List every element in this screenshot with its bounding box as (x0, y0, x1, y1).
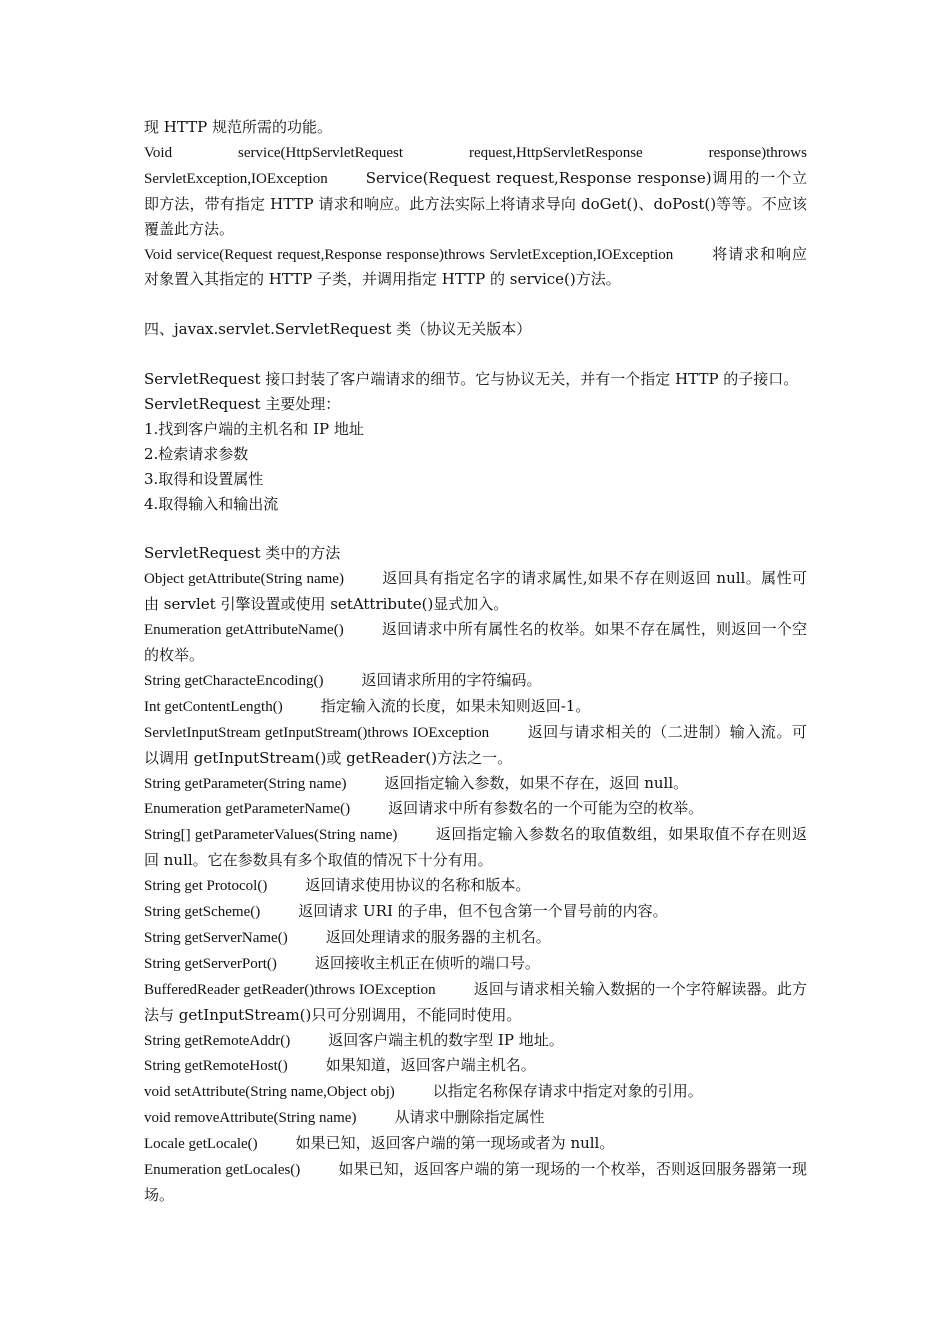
section-heading: 四、javax.servlet.ServletRequest 类（协议无关版本） (144, 320, 532, 339)
method-signature: ServletInputStream getInputStream()throws IOException (144, 724, 490, 741)
document-page (144, 115, 807, 1208)
method-signature: String[] getParameterValues(String name) (144, 827, 398, 844)
method-description: 返回指定输入参数，如果不存在，返回 null。 (384, 773, 689, 792)
section-intro: ServletRequest 接口封装了客户端请求的细节。它与协议无关，并有一个指定 HTTP 的子接口。 (144, 370, 799, 389)
method-entry (144, 899, 807, 925)
method-signature: String getServerPort() (144, 955, 277, 972)
processing-item: 4.取得输入和输出流 (144, 494, 279, 513)
method-entry (144, 694, 807, 720)
method-signature: Int getContentLength() (144, 698, 283, 715)
method-signature: void removeAttribute(String name) (144, 1110, 357, 1127)
method-description: 如果已知，返回客户端的第一现场的一个枚举，否则返回服务器第一现场。 (144, 1160, 807, 1205)
method-description: Service(Request request,Response response)调用的一个立即方法，带有指定 HTTP 请求和响应。此方法实际上将请求导向 doGet()、doPost()等等。不应该覆盖此方法。 (144, 168, 807, 238)
method-signature: ServletException,IOException (144, 170, 328, 187)
method-signature: void setAttribute(String name,Object obj) (144, 1084, 395, 1101)
method-entry (144, 822, 807, 873)
method-signature: Object getAttribute(String name) (144, 571, 344, 588)
method-list (144, 566, 807, 1208)
method-description: 返回客户端主机的数字型 IP 地址。 (328, 1030, 564, 1049)
method-description: 返回接收主机正在侦听的端口号。 (314, 953, 540, 972)
method-entry (144, 668, 807, 694)
method-description: 返回与请求相关输入数据的一个字符解读器。此方法与 getInputStream()只可分别调用，不能同时使用。 (144, 979, 807, 1024)
method-description: 返回请求中所有属性名的枚举。如果不存在属性，则返回一个空的枚举。 (144, 620, 807, 664)
sig-part: service(HttpServletRequest (238, 144, 403, 161)
method-entry (144, 925, 807, 951)
sig-part: request,HttpServletResponse (468, 144, 643, 161)
method-entry (144, 1105, 807, 1131)
method-signature: String getServerName() (144, 929, 288, 946)
method-description: 返回请求所用的字符编码。 (361, 670, 542, 689)
method-signature: Enumeration getAttributeName() (144, 622, 344, 639)
method-signature: Void service(Request request,Response response)throws ServletException,IOException (144, 246, 674, 263)
method-entry (144, 720, 807, 771)
method-signature: Enumeration getLocales() (144, 1162, 301, 1179)
method-entry (144, 1131, 807, 1157)
method-description: 返回请求使用协议的名称和版本。 (305, 876, 531, 895)
main-processing-label: ServletRequest 主要处理： (144, 394, 341, 413)
method-description: 返回指定输入参数名的取值数组，如果取值不存在则返回 null。它在参数具有多个取值的情况下十分有用。 (144, 825, 807, 870)
method-signature: String get Protocol() (144, 878, 268, 895)
method-entry (144, 1028, 807, 1054)
method-description: 返回请求中所有参数名的一个可能为空的枚举。 (388, 799, 704, 818)
method-description: 返回请求 URI 的子串，但不包含第一个冒号前的内容。 (298, 902, 668, 921)
method-entry (144, 1157, 807, 1208)
method-description: 如果知道，返回客户端主机名。 (325, 1056, 536, 1075)
method-signature: String getCharacteEncoding() (144, 672, 324, 689)
method-description: 从请求中删除指定属性 (394, 1108, 545, 1127)
method-entry (144, 873, 807, 899)
method-description: 返回处理请求的服务器的主机名。 (325, 927, 551, 946)
method-description: 将请求和响应对象置入其指定的 HTTP 子类，并调用指定 HTTP 的 service()方法。 (144, 244, 807, 289)
sig-part: response)throws (708, 144, 807, 161)
processing-item: 1.找到客户端的主机名和 IP 地址 (144, 419, 364, 438)
processing-item: 2.检索请求参数 (144, 444, 249, 463)
method-entry (144, 771, 807, 797)
methods-heading: ServletRequest 类中的方法 (144, 544, 341, 563)
method-signature: String getScheme() (144, 904, 261, 921)
method-description: 以指定名称保存请求中指定对象的引用。 (432, 1082, 703, 1101)
method-entry (144, 951, 807, 977)
method-signature: BufferedReader getReader()throws IOException (144, 981, 436, 998)
intro-continuation: 现 HTTP 规范所需的功能。 (144, 118, 332, 136)
service-method-1 (144, 166, 807, 242)
processing-item: 3.取得和设置属性 (144, 469, 264, 488)
method-signature: String getRemoteHost() (144, 1058, 288, 1075)
method-description: 如果已知，返回客户端的第一现场或者为 null。 (295, 1134, 615, 1153)
sig-part: Void (144, 144, 173, 161)
method-description: 指定输入流的长度，如果未知则返回-1。 (320, 696, 591, 715)
service-method-1-signature-line (144, 140, 807, 166)
method-description: 返回具有指定名字的请求属性,如果不存在则返回 null。属性可由 servlet 引擎设置或使用 setAttribute()显式加入。 (144, 569, 807, 614)
method-entry (144, 796, 807, 822)
method-signature: String getParameter(String name) (144, 775, 347, 792)
service-method-2 (144, 242, 807, 293)
method-entry (144, 1079, 807, 1105)
method-entry (144, 1053, 807, 1079)
method-signature: String getRemoteAddr() (144, 1032, 291, 1049)
method-entry (144, 566, 807, 617)
method-entry (144, 977, 807, 1028)
method-signature: Enumeration getParameterName() (144, 801, 351, 818)
method-entry (144, 617, 807, 668)
method-description: 返回与请求相关的（二进制）输入流。可以调用 getInputStream()或 getReader()方法之一。 (144, 722, 807, 767)
method-signature: Locale getLocale() (144, 1136, 258, 1153)
